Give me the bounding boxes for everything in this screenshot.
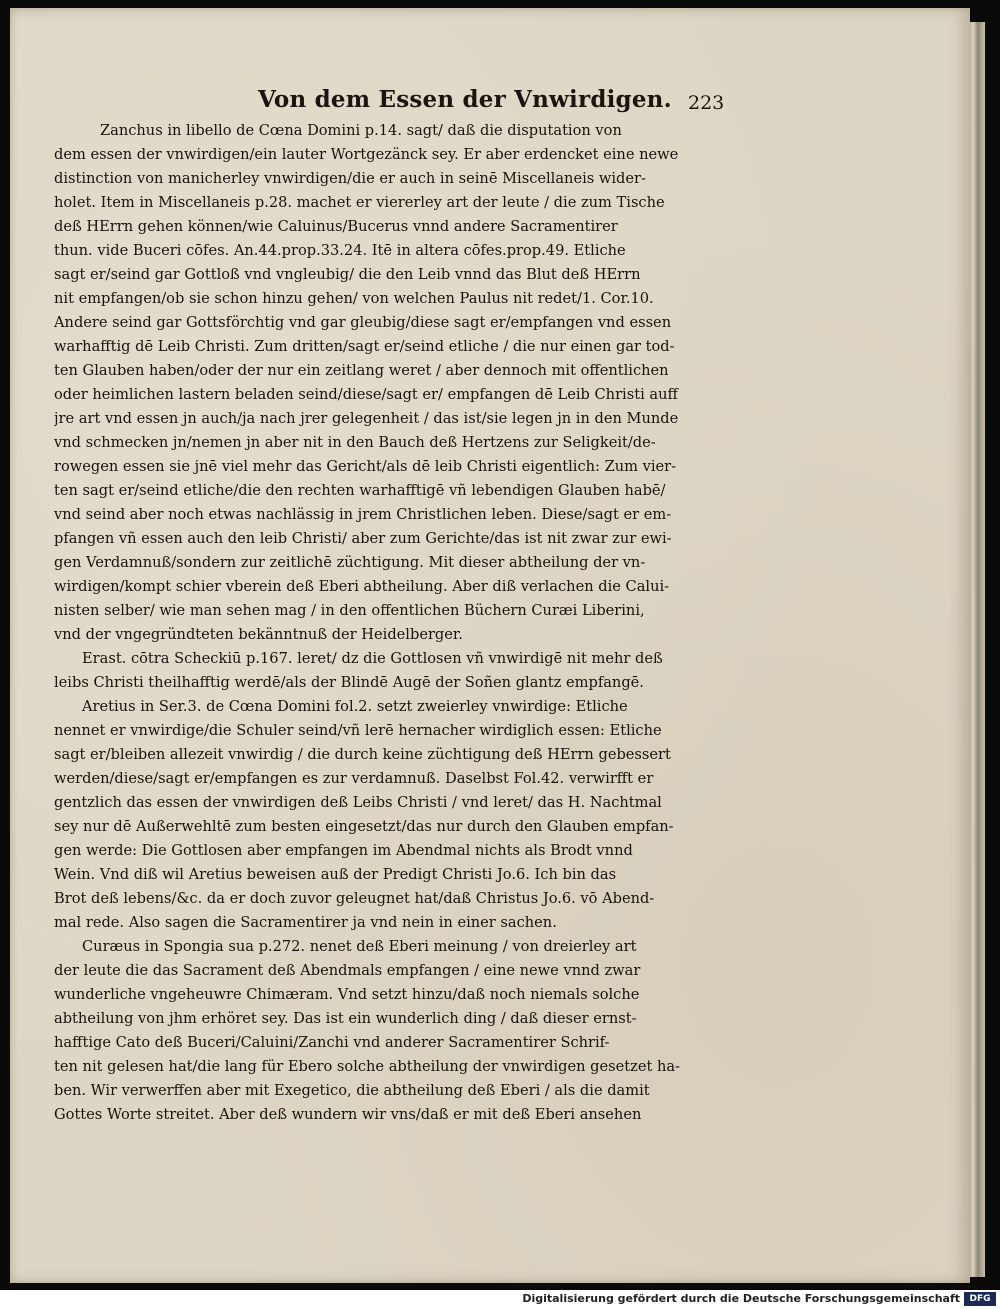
text-line: nennet er vnwirdige/die Schuler seind/vñ lerē hernacher wirdiglich essen: Etliche: [54, 722, 662, 739]
text-line: vnd seind aber noch etwas nachlässig in jrem Christlichen leben. Diese/sagt er em-: [54, 506, 672, 523]
book-page: [10, 8, 970, 1283]
text-line: Gottes Worte streitet. Aber deß wundern wir vns/daß er mit deß Eberi ansehen: [54, 1106, 642, 1123]
text-line: jre art vnd essen jn auch/ja nach jrer gelegenheit / das ist/sie legen jn in den Munde: [54, 410, 679, 427]
text-line: vnd schmecken jn/nemen jn aber nit in den Bauch deß Hertzens zur Seligkeit/de-: [54, 434, 656, 451]
text-line: deß HErrn gehen können/wie Caluinus/Bucerus vnnd andere Sacramentirer: [54, 218, 618, 235]
text-line: mal rede. Also sagen die Sacramentirer ja vnd nein in einer sachen.: [54, 914, 557, 931]
text-line: der leute die das Sacrament deß Abendmals empfangen / eine newe vnnd zwar: [54, 962, 641, 979]
text-line: wirdigen/kompt schier vberein deß Eberi abtheilung. Aber diß verlachen die Calui-: [54, 578, 670, 595]
body-text: [54, 119, 754, 1127]
running-head: Von dem Essen der Vnwirdigen.: [258, 86, 672, 113]
text-line: sagt er/seind gar Gottloß vnd vngleubig/ die den Leib vnnd das Blut deß HErrn: [54, 266, 641, 283]
text-line: Andere seind gar Gottsförchtig vnd gar gleubig/diese sagt er/empfangen vnd essen: [54, 314, 672, 331]
text-line: warhafftig dē Leib Christi. Zum dritten/sagt er/seind etliche / die nur einen gar tod-: [54, 338, 675, 355]
text-line: nisten selber/ wie man sehen mag / in den offentlichen Büchern Curæi Liberini,: [54, 602, 645, 619]
text-line: nit empfangen/ob sie schon hinzu gehen/ von welchen Paulus nit redet/1. Cor.10.: [54, 290, 654, 307]
text-line: Aretius in Ser.3. de Cœna Domini fol.2. setzt zweierley vnwirdige: Etliche: [82, 698, 628, 715]
funding-credit: Digitalisierung gefördert durch die Deutsche Forschungsgemeinschaft: [522, 1292, 960, 1305]
text-line: Wein. Vnd diß wil Aretius beweisen auß der Predigt Christi Jo.6. Ich bin das: [54, 866, 617, 883]
page-number: 223: [688, 92, 725, 114]
text-line: sagt er/bleiben allezeit vnwirdig / die durch keine züchtigung deß HErrn gebessert: [54, 746, 671, 763]
text-line: oder heimlichen lastern beladen seind/diese/sagt er/ empfangen dē Leib Christi auff: [54, 386, 678, 403]
text-line: wunderliche vngeheuwre Chimæram. Vnd setzt hinzu/daß noch niemals solche: [54, 986, 640, 1003]
text-line: Zanchus in libello de Cœna Domini p.14. sagt/ daß die disputation von: [100, 122, 622, 139]
text-line: gen Verdamnuß/sondern zur zeitlichē züchtigung. Mit dieser abtheilung der vn-: [54, 554, 646, 571]
text-line: gentzlich das essen der vnwirdigen deß Leibs Christi / vnd leret/ das H. Nachtmal: [54, 794, 662, 811]
text-line: distinction von manicherley vnwirdigen/die er auch in seinē Miscellaneis wider-: [54, 170, 646, 187]
dfg-logo: DFG: [964, 1292, 996, 1306]
text-line: Erast. cōtra Scheckiū p.167. leret/ dz die Gottlosen vñ vnwirdigē nit mehr deß: [82, 650, 663, 667]
text-line: dem essen der vnwirdigen/ein lauter Wortgezänck sey. Er aber erdencket eine newe: [54, 146, 679, 163]
text-line: holet. Item in Miscellaneis p.28. machet er viererley art der leute / die zum Tische: [54, 194, 665, 211]
text-line: vnd der vngegründteten bekänntnuß der Heidelberger.: [54, 626, 463, 643]
text-line: pfangen vñ essen auch den leib Christi/ aber zum Gerichte/das ist nit zwar zur ewi-: [54, 530, 672, 547]
text-line: leibs Christi theilhafftig werdē/als der Blindē Augē der Soñen glantz empfangē.: [54, 674, 644, 691]
text-line: hafftige Cato deß Buceri/Caluini/Zanchi vnd anderer Sacramentirer Schrif-: [54, 1034, 610, 1051]
text-line: Brot deß lebens/&c. da er doch zuvor geleugnet hat/daß Christus Jo.6. vō Abend-: [54, 890, 655, 907]
text-line: ten Glauben haben/oder der nur ein zeitlang weret / aber dennoch mit offentlichen: [54, 362, 669, 379]
text-line: ten nit gelesen hat/die lang für Ebero solche abtheilung der vnwirdigen gesetzet ha-: [54, 1058, 680, 1075]
footer-bar: [0, 1290, 1000, 1309]
text-line: rowegen essen sie jnē viel mehr das Gericht/als dē leib Christi eigentlich: Zum vier-: [54, 458, 677, 475]
text-line: ten sagt er/seind etliche/die den rechten warhafftigē vñ lebendigen Glauben habē/: [54, 482, 666, 499]
text-line: abtheilung von jhm erhöret sey. Das ist ein wunderlich ding / daß dieser ernst-: [54, 1010, 637, 1027]
text-line: sey nur dē Außerwehltē zum besten eingesetzt/das nur durch den Glauben empfan-: [54, 818, 674, 835]
text-line: gen werde: Die Gottlosen aber empfangen im Abendmal nichts als Brodt vnnd: [54, 842, 633, 859]
text-line: Curæus in Spongia sua p.272. nenet deß Eberi meinung / von dreierley art: [82, 938, 637, 955]
text-line: thun. vide Buceri cōfes. An.44.prop.33.24. Itē in altera cōfes.prop.49. Etliche: [54, 242, 626, 259]
text-line: werden/diese/sagt er/empfangen es zur verdamnuß. Daselbst Fol.42. verwirfft er: [54, 770, 654, 787]
text-line: ben. Wir verwerffen aber mit Exegetico, die abtheilung deß Eberi / als die damit: [54, 1082, 650, 1099]
